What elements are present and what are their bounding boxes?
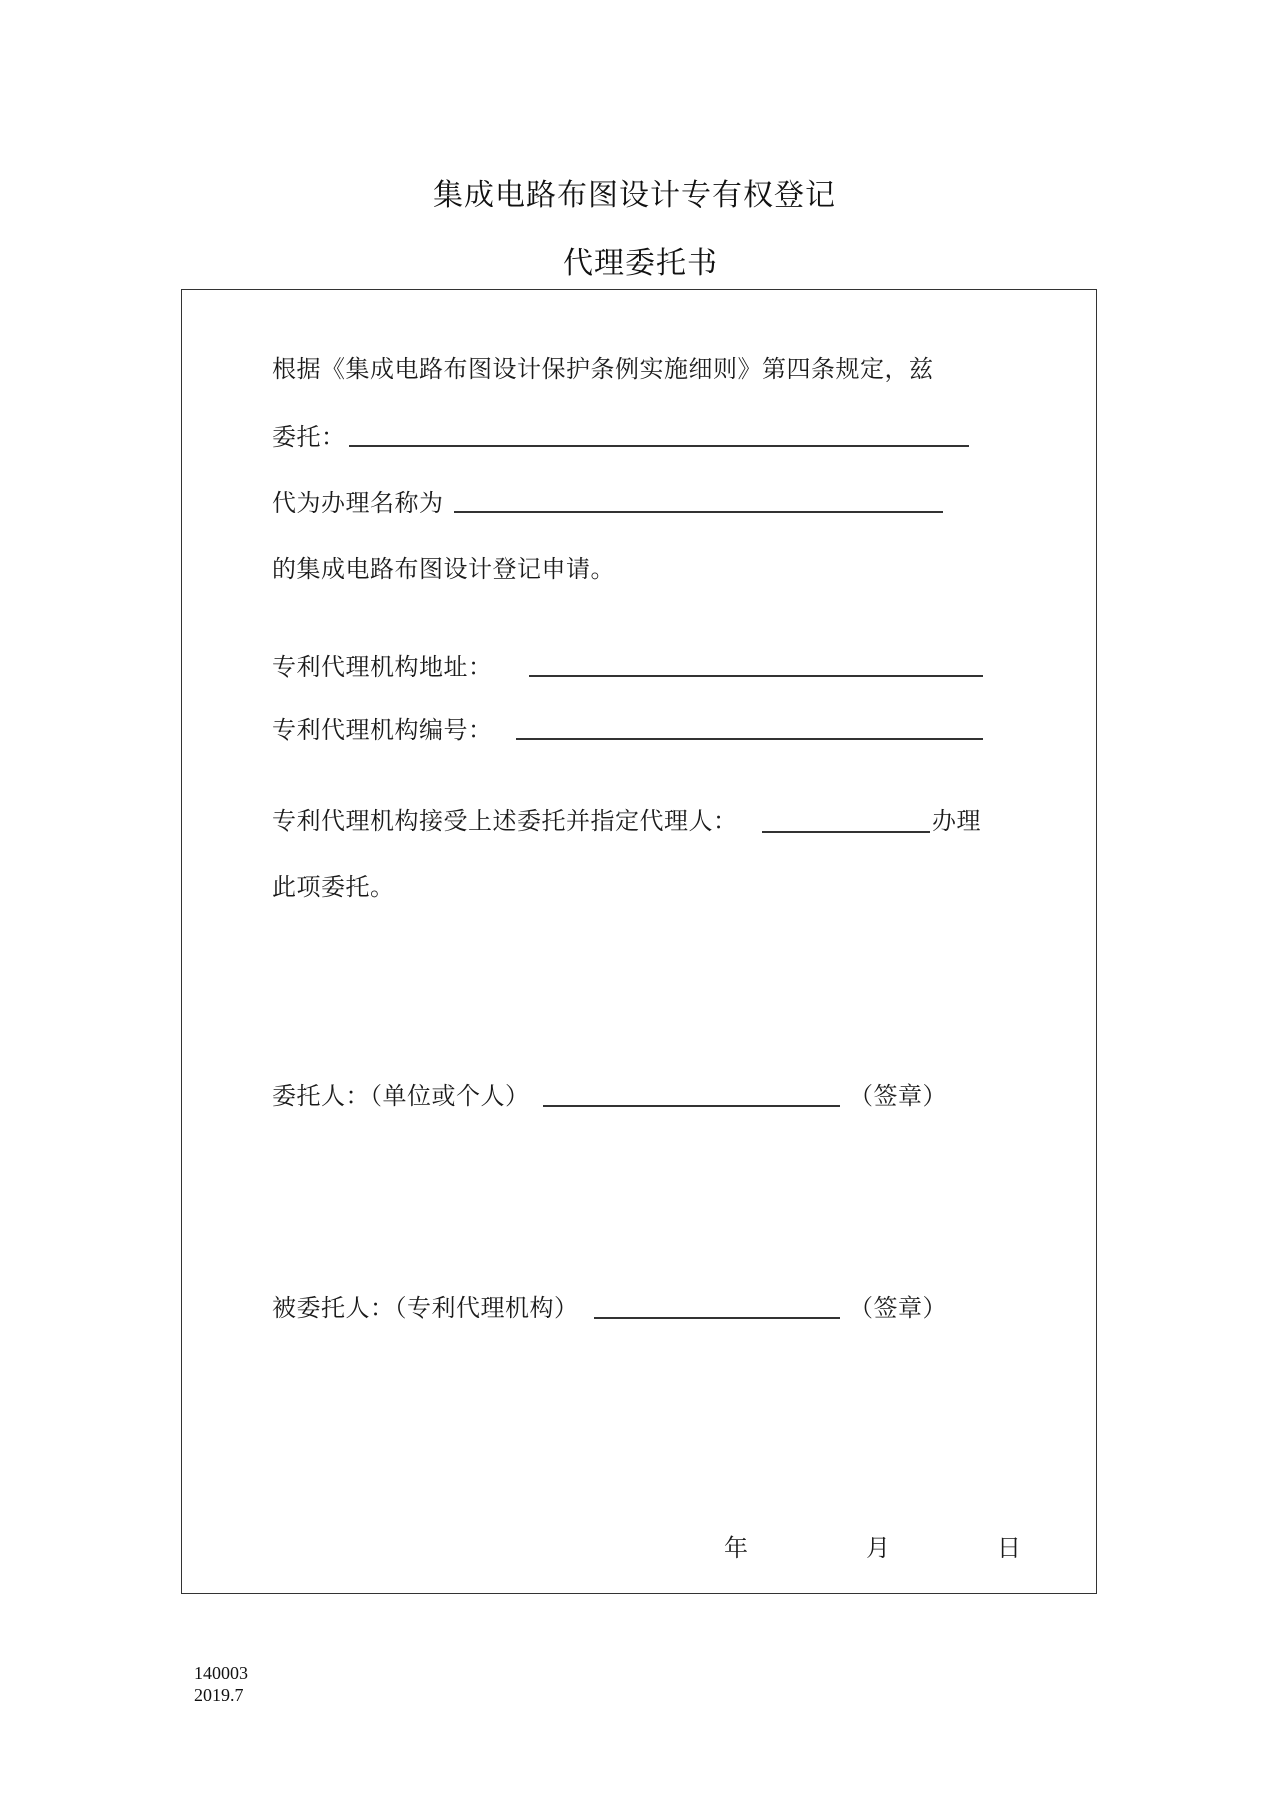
acceptance-suffix: 办理 xyxy=(932,807,981,835)
designated-agent-field[interactable] xyxy=(762,831,930,833)
date-year-label: 年 xyxy=(724,1534,749,1562)
design-name-label: 代为办理名称为 xyxy=(272,489,444,517)
trustee-label: 被委托人：（专利代理机构） xyxy=(272,1294,579,1322)
agency-address-field[interactable] xyxy=(529,675,983,677)
form-version: 2019.7 xyxy=(194,1685,244,1705)
design-name-field[interactable] xyxy=(454,511,943,513)
document-title: 集成电路布图设计专有权登记 xyxy=(433,178,836,213)
regulation-reference-text: 根据《集成电路布图设计保护条例实施细则》第四条规定，兹 xyxy=(272,355,934,383)
document-subtitle: 代理委托书 xyxy=(563,246,718,281)
entrusted-agency-field[interactable] xyxy=(349,445,969,447)
application-text: 的集成电路布图设计登记申请。 xyxy=(272,555,615,583)
date-month-label: 月 xyxy=(866,1534,891,1562)
form-box xyxy=(181,289,1097,1594)
date-day-label: 日 xyxy=(997,1534,1022,1562)
trustee-signature-field[interactable] xyxy=(594,1317,840,1319)
principal-seal-note: （签章） xyxy=(849,1082,947,1110)
acceptance-text: 专利代理机构接受上述委托并指定代理人： xyxy=(272,807,738,835)
principal-label: 委托人：（单位或个人） xyxy=(272,1082,530,1110)
form-code: 140003 xyxy=(194,1663,248,1683)
principal-signature-field[interactable] xyxy=(543,1105,840,1107)
agency-address-label: 专利代理机构地址： xyxy=(272,653,493,681)
entrust-label: 委托： xyxy=(272,423,346,451)
agency-number-label: 专利代理机构编号： xyxy=(272,716,493,744)
acceptance-text-line2: 此项委托。 xyxy=(272,873,395,901)
agency-number-field[interactable] xyxy=(516,738,983,740)
trustee-seal-note: （签章） xyxy=(849,1294,947,1322)
